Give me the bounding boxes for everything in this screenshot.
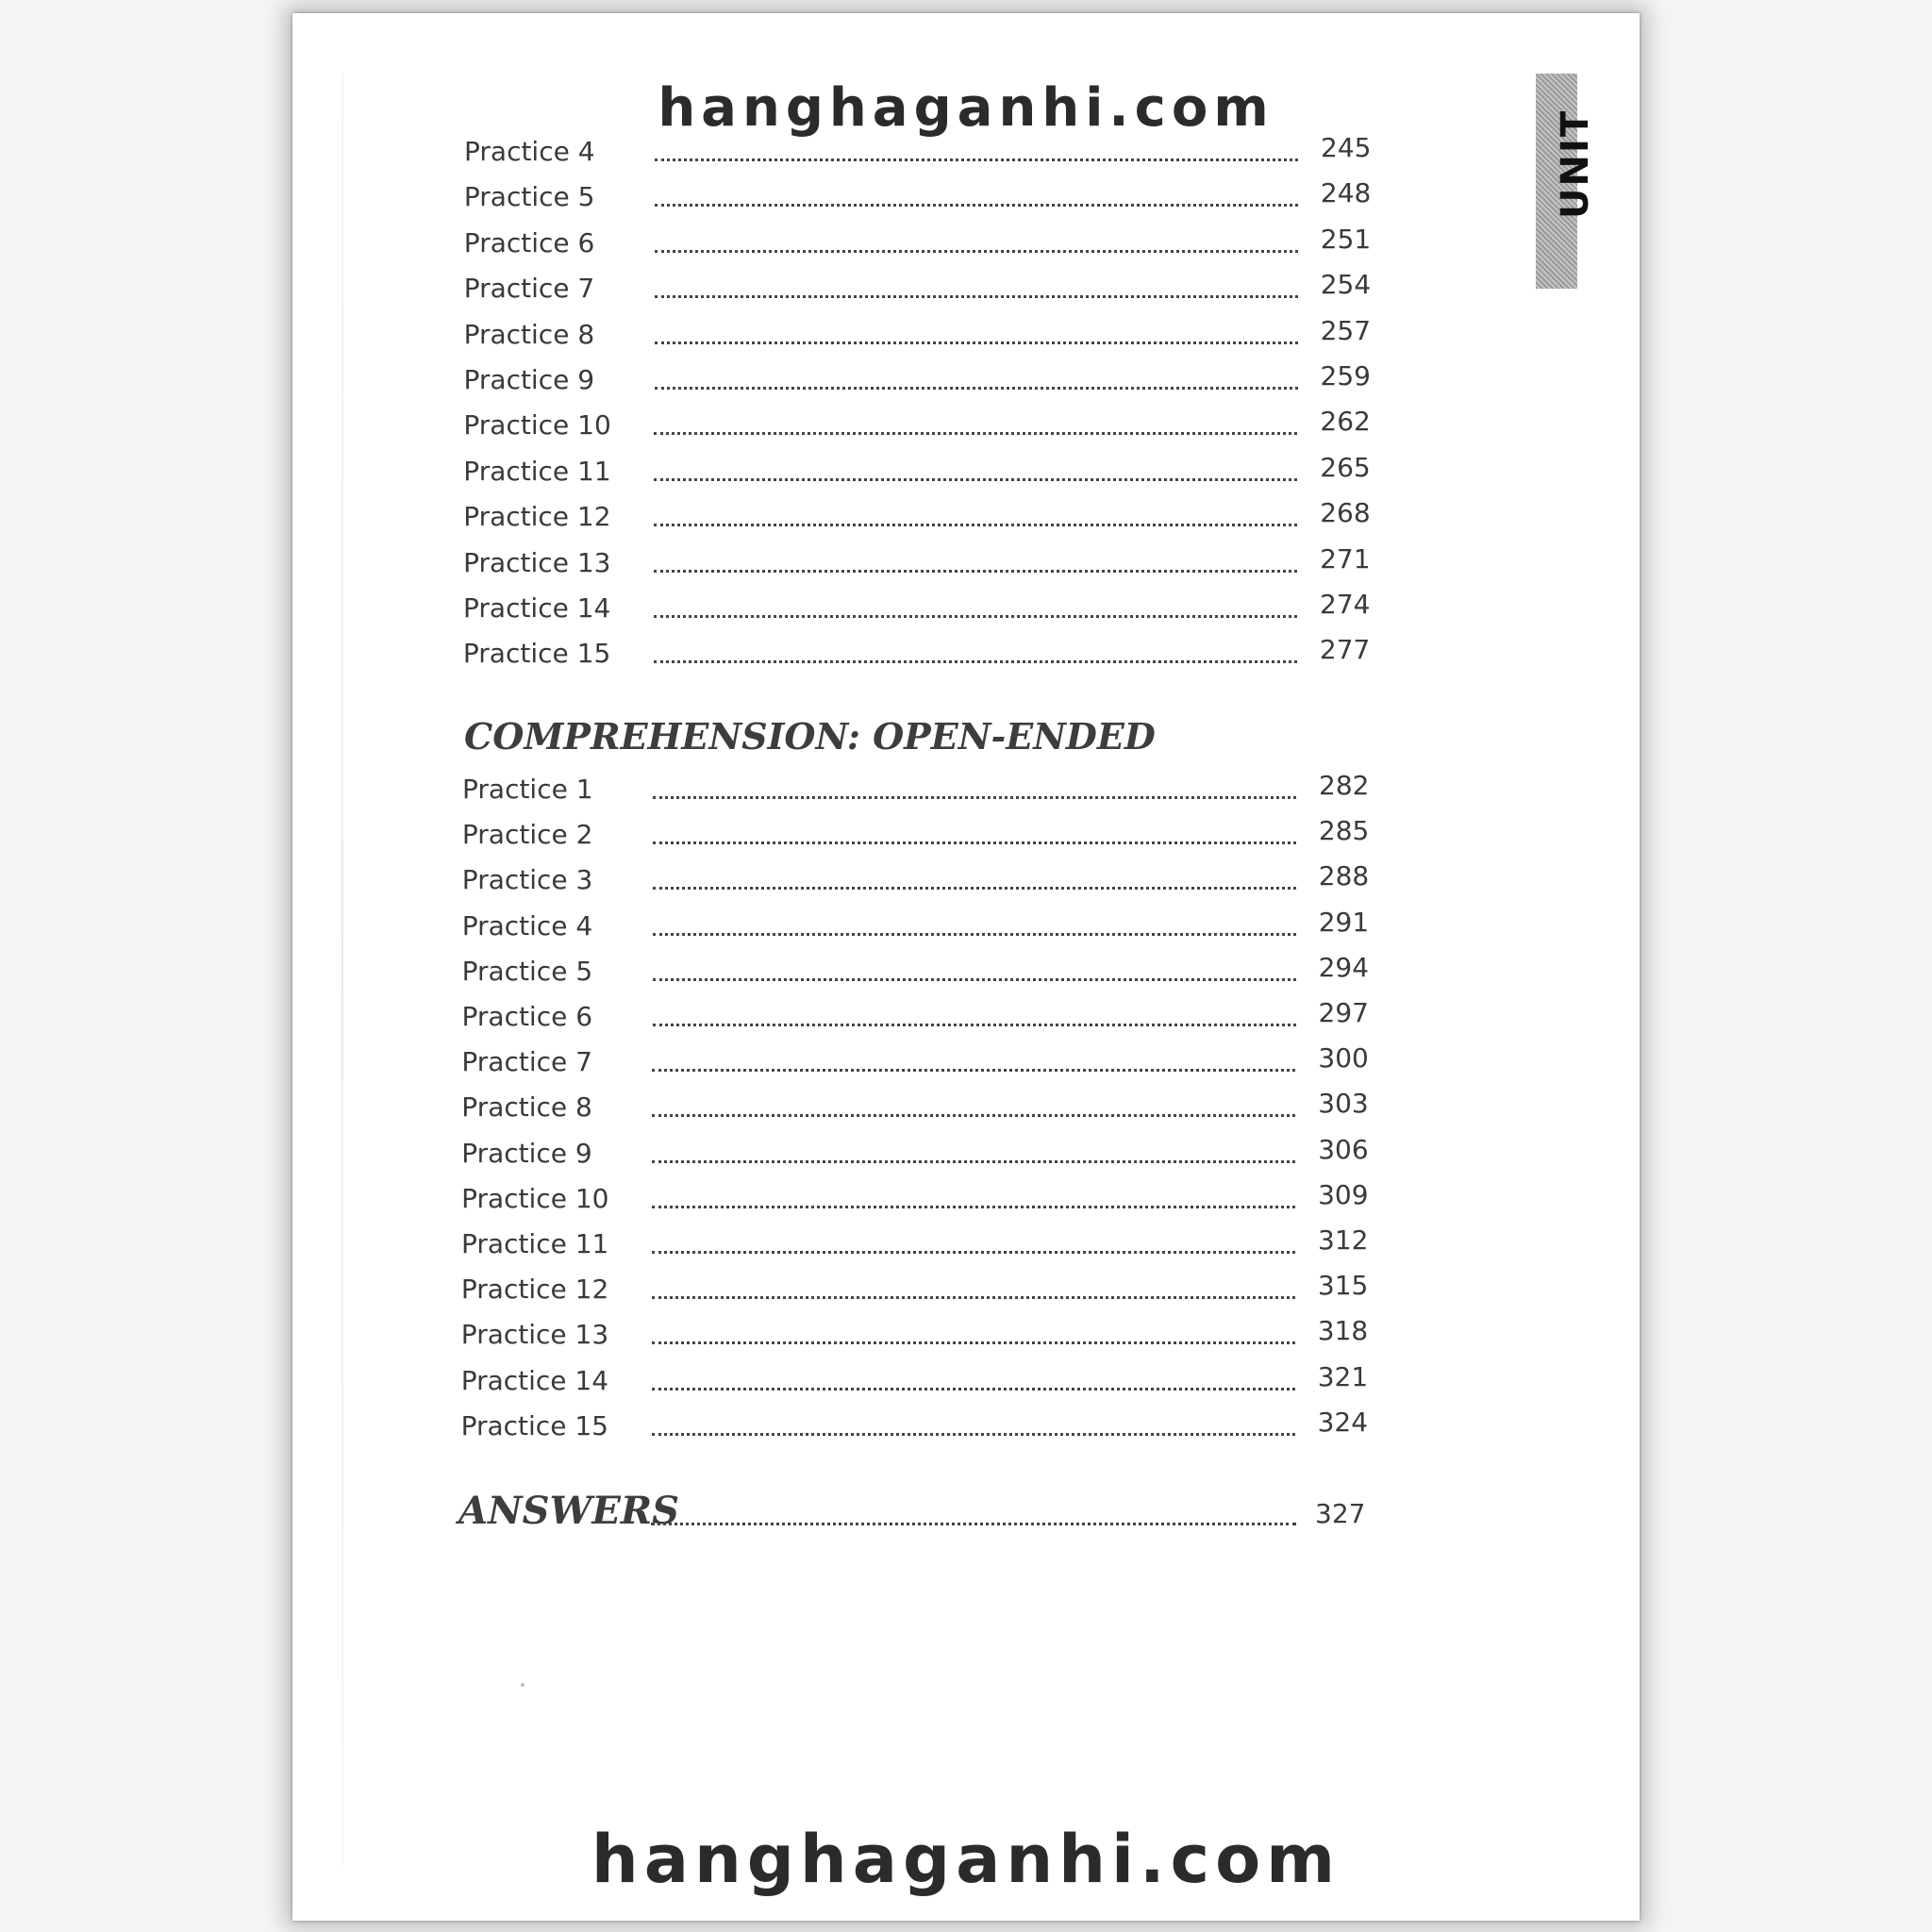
toc-row[interactable] — [461, 1224, 1369, 1266]
toc-row[interactable] — [461, 860, 1370, 902]
toc-entry-label: Practice 11 — [463, 455, 611, 487]
toc-page-number: 324 — [1317, 1406, 1369, 1438]
toc-page-number: 259 — [1320, 360, 1371, 391]
toc-entry-label: Practice 9 — [463, 364, 595, 395]
dot-leader — [652, 1341, 1295, 1344]
toc-row[interactable] — [460, 1360, 1369, 1403]
toc-page-number: 265 — [1320, 451, 1371, 483]
toc-entry-label: Practice 7 — [463, 273, 595, 305]
toc-entry-label: Practice 9 — [461, 1137, 592, 1169]
toc-row[interactable] — [461, 1178, 1369, 1221]
dot-leader — [652, 1206, 1295, 1208]
toc-entry-label: Practice 10 — [463, 409, 611, 441]
toc-entry-label: Practice 15 — [460, 1409, 608, 1441]
toc-page-number: 274 — [1320, 589, 1371, 620]
toc-page-number: 254 — [1320, 269, 1372, 301]
dot-leader — [655, 158, 1298, 161]
toc-page-number: 268 — [1320, 497, 1371, 529]
dot-leader — [654, 570, 1297, 573]
dot-leader — [654, 432, 1297, 435]
dot-leader — [655, 204, 1298, 207]
toc-entry-label: Practice 12 — [463, 501, 611, 533]
toc-row[interactable] — [461, 997, 1369, 1039]
toc-page-number: 297 — [1318, 997, 1369, 1028]
toc-page-number: 321 — [1317, 1360, 1369, 1392]
answers-page-number: 327 — [1315, 1498, 1366, 1529]
dot-leader — [652, 1069, 1295, 1072]
dot-leader — [654, 660, 1297, 663]
toc-row[interactable] — [463, 406, 1371, 447]
toc-entry-label: Practice 1 — [462, 774, 593, 805]
toc-row[interactable] — [461, 906, 1370, 948]
toc-entry-label: Practice 8 — [461, 1091, 592, 1124]
toc-entry-label: Practice 3 — [461, 864, 593, 896]
dot-leader — [651, 1523, 1296, 1525]
dot-leader — [652, 1114, 1295, 1117]
toc-row[interactable] — [461, 951, 1370, 993]
dot-leader — [652, 1296, 1295, 1299]
toc-entry-label: Practice 13 — [463, 546, 611, 578]
dot-leader — [653, 1024, 1296, 1026]
toc-row[interactable] — [460, 1406, 1369, 1448]
toc-page-number: 257 — [1320, 314, 1372, 346]
dot-leader — [653, 887, 1296, 890]
toc-page-number: 277 — [1319, 634, 1371, 666]
toc-entry-label: Practice 12 — [460, 1274, 609, 1306]
toc-row[interactable] — [463, 497, 1371, 539]
toc-entry-label: Practice 8 — [463, 318, 595, 350]
toc-entry-label: Practice 14 — [463, 592, 611, 624]
dot-leader — [652, 1433, 1295, 1436]
toc-row[interactable] — [462, 770, 1370, 811]
toc-page-number: 262 — [1320, 406, 1371, 438]
toc-entry-label: Practice 13 — [460, 1319, 609, 1351]
toc-page-number: 291 — [1318, 906, 1370, 938]
dot-leader — [652, 1160, 1295, 1163]
toc-row[interactable] — [461, 1042, 1369, 1084]
toc-page-number: 285 — [1318, 815, 1370, 847]
dot-leader — [655, 295, 1298, 298]
toc-page-number: 315 — [1317, 1270, 1369, 1302]
toc-page-number: 282 — [1319, 770, 1370, 801]
toc-entry-label: Practice 6 — [463, 226, 595, 258]
dot-leader — [653, 841, 1296, 844]
dot-leader — [653, 978, 1296, 981]
toc-row[interactable] — [464, 132, 1372, 174]
toc-entry-label: Practice 7 — [461, 1046, 592, 1078]
toc-row[interactable] — [460, 1315, 1369, 1357]
toc-entry-label: Practice 11 — [461, 1228, 609, 1259]
toc-row[interactable] — [462, 634, 1371, 675]
toc-page-number: 318 — [1317, 1315, 1369, 1347]
toc-entry-label: Practice 4 — [464, 136, 595, 167]
toc-entry-label: Practice 2 — [461, 819, 593, 851]
toc-page-number: 309 — [1318, 1178, 1369, 1210]
toc-row[interactable] — [463, 589, 1371, 630]
toc-page-number: 300 — [1318, 1042, 1369, 1074]
toc-entry-label: Practice 15 — [462, 638, 611, 670]
dot-leader — [653, 796, 1296, 799]
page-binding-edge — [341, 74, 343, 1866]
toc-row[interactable] — [463, 177, 1372, 219]
toc-entry-label: Practice 5 — [463, 181, 595, 213]
toc-entry-label: Practice 4 — [461, 909, 593, 941]
dot-leader — [652, 1388, 1295, 1391]
dot-leader — [655, 387, 1298, 390]
toc-row[interactable] — [461, 815, 1370, 857]
toc-page-number: 306 — [1318, 1133, 1369, 1165]
toc-row[interactable] — [463, 542, 1371, 585]
dot-leader — [652, 1251, 1295, 1254]
dot-leader — [653, 933, 1296, 936]
toc-entry-label: Practice 6 — [461, 1001, 593, 1032]
toc-page-number: 245 — [1321, 132, 1372, 163]
toc-row[interactable] — [460, 1270, 1369, 1311]
toc-entry-label: Practice 5 — [461, 955, 593, 987]
unit-tab-label: UNIT — [1554, 108, 1597, 219]
toc-page-number: 294 — [1318, 951, 1370, 983]
toc-row[interactable] — [463, 360, 1371, 402]
toc-row[interactable] — [463, 314, 1372, 357]
dot-leader — [654, 478, 1297, 481]
toc-entry-label: Practice 10 — [461, 1182, 609, 1214]
dot-leader — [655, 250, 1298, 253]
toc-row[interactable] — [463, 451, 1371, 493]
toc-row[interactable] — [463, 269, 1372, 310]
toc-row[interactable] — [461, 1133, 1369, 1175]
toc-row[interactable] — [463, 223, 1372, 265]
watermark-top: hanghaganhi.com — [658, 77, 1274, 139]
dot-leader — [654, 615, 1297, 618]
toc-page-number: 248 — [1320, 177, 1372, 209]
section-heading-comprehension: COMPREHENSION: OPEN-ENDED — [464, 715, 1156, 758]
toc-entry-label: Practice 14 — [460, 1364, 609, 1396]
toc-row[interactable] — [461, 1088, 1369, 1129]
toc-page-number: 288 — [1318, 860, 1370, 892]
answers-heading: ANSWERS — [458, 1489, 680, 1533]
watermark-bottom: hanghaganhi.com — [591, 1821, 1341, 1898]
dot-leader — [655, 341, 1298, 344]
toc-page-number: 312 — [1318, 1224, 1369, 1256]
toc-page-number: 251 — [1320, 223, 1372, 255]
toc-page-number: 271 — [1320, 542, 1371, 575]
dot-leader — [654, 524, 1297, 526]
toc-page-number: 303 — [1318, 1088, 1369, 1120]
scan-speck — [521, 1683, 525, 1687]
